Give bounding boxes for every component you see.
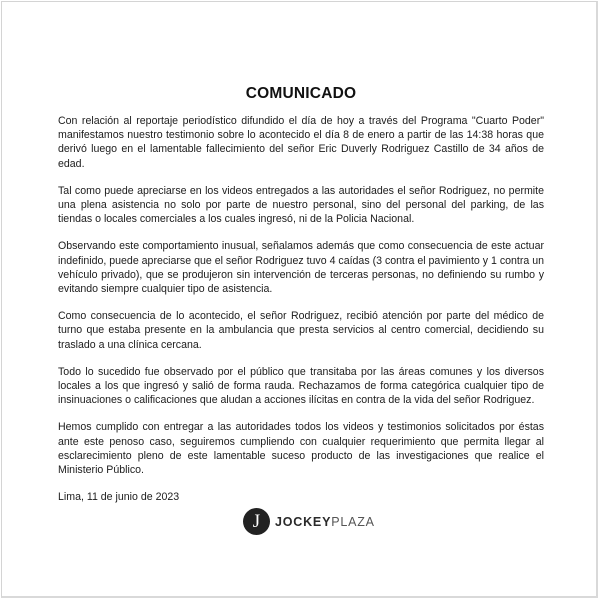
press-release	[58, 85, 544, 504]
document-title: COMUNICADO	[245, 85, 357, 102]
paragraph-2: Tal como puede apreciarse en los videos entregados a las autoridades el señor Rodriguez, no permite una plena asistencia no solo por parte de nuestro personal, sino del personal del parking, de las tiendas o locales comerciales a los cuales ingresó, ni de la Policia Nacional.	[58, 184, 544, 226]
paragraph-5: Todo lo sucedido fue observado por el público que transitaba por las áreas comunes y los diversos locales a los que ingresó y salió de forma rauda. Rechazamos de forma categórica cualquier tipo de insinuaciones o calificaciones que aludan a acciones ilícitas en contra de la vida del señor Rodriguez.	[58, 365, 544, 407]
brand-name-light: PLAZA	[331, 514, 375, 529]
brand-name-bold: JOCKEY	[275, 514, 332, 529]
monogram-icon	[243, 508, 270, 535]
brand-wordmark	[275, 515, 375, 529]
paragraph-6: Hemos cumplido con entregar a las autoridades todos los videos y testimonios solicitados por éstas ante este penoso caso, seguiremos cumpliendo con cualquier requerimiento que permita llegar al esclarecimiento pleno de este lamentable suceso producto de las investigaciones que realice el Ministerio Público.	[58, 421, 544, 477]
paragraph-4: Como consecuencia de lo acontecido, el señor Rodriguez, recibió atención por parte del médico de turno que estaba presente en la ambulancia que presta servicios al centro comercial, decidiendo su traslado a una clínica cercana.	[58, 310, 544, 351]
paragraph-1: Con relación al reportaje periodístico difundido el día de hoy a través del Programa "Cuarto Poder" manifestamos nuestro testimonio sobre lo acontecido el día 8 de enero a partir de las 14:38 horas que derivó luego en el lamentable fallecimiento del señor Eric Duverly Rodriguez Castillo de 34 años de edad.	[58, 115, 544, 170]
date-signature: Lima, 11 de junio de 2023	[58, 491, 180, 504]
paragraph-3: Observando este comportamiento inusual, señalamos además que como consecuencia de este actuar indefinido, puede apreciarse que el señor Rodriguez tuvo 4 caídas (3 contra el pavimiento y 1 contra un vehículo privado), que se produjeron sin intervención de terceras personas, no definiendo su rumbo y evitando siempre cualquier tipo de asistencia.	[58, 240, 544, 296]
jockey-plaza-logo	[243, 508, 375, 535]
monogram-letter: J	[252, 511, 261, 532]
